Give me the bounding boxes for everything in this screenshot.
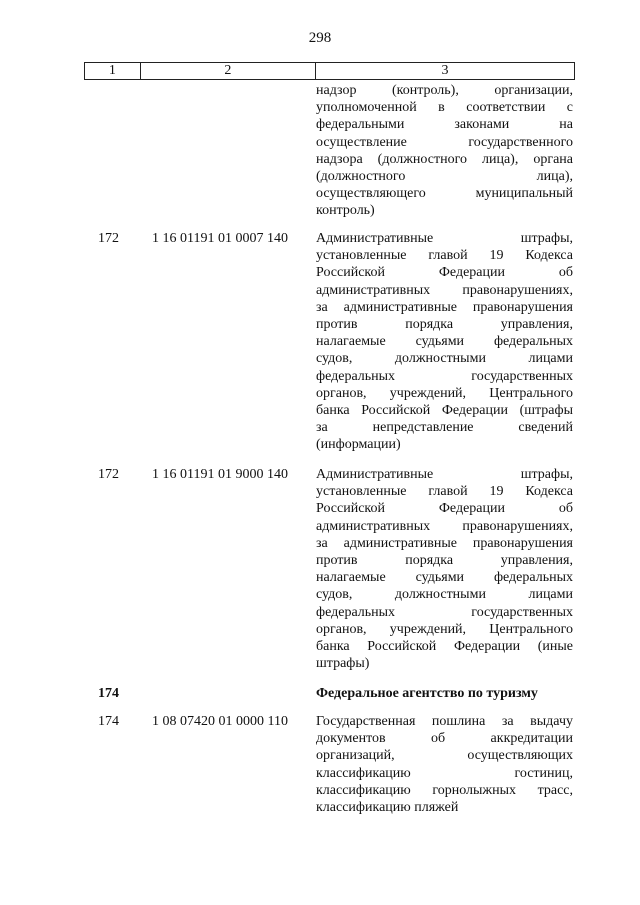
row-description [316, 466, 573, 672]
description-line: классификацию пляжей [316, 800, 459, 816]
description-line: установленные главой 19 Кодекса [316, 484, 573, 500]
description-line: классификацию гостиниц, [316, 765, 573, 781]
row-number: 174 [98, 714, 119, 729]
description-line: контроль) [316, 203, 375, 219]
header-col-1: 1 [85, 63, 141, 80]
description-line: осуществление государственного [316, 134, 573, 150]
description-line: организаций, осуществляющих [316, 748, 573, 764]
description-line: банка Российской Федерации (иные [316, 639, 573, 655]
description-line: уполномоченной в соответствии с [316, 100, 573, 116]
description-line: против порядка управления, [316, 317, 573, 333]
description-line: органов, учреждений, Центрального [316, 385, 573, 401]
row-number: 172 [98, 231, 119, 246]
description-line: за административные правонарушения [316, 299, 573, 315]
description-line: судов, должностными лицами [316, 587, 573, 603]
header-col-2: 2 [140, 63, 315, 80]
description-line: надзор (контроль), организации, [316, 83, 573, 98]
row-number: 172 [98, 467, 119, 482]
description-line: за непредставление сведений [316, 420, 573, 436]
description-line: (должностного лица), [316, 169, 573, 185]
row-description [316, 713, 573, 816]
row-description [316, 82, 573, 220]
description-line: административных правонарушениях, [316, 518, 573, 534]
table-header [84, 62, 575, 80]
page-number: 298 [308, 30, 332, 46]
header-col-3: 3 [316, 63, 575, 80]
description-line: административных правонарушениях, [316, 282, 573, 298]
description-line: за административные правонарушения [316, 535, 573, 551]
description-line: судов, должностными лицами [316, 351, 573, 367]
description-line: Государственная пошлина за выдачу [316, 714, 573, 729]
description-line: документов об аккредитации [316, 731, 573, 747]
description-line: Административные штрафы, [316, 467, 573, 482]
description-line: федеральными законами на [316, 117, 573, 133]
description-line: Федеральное агентство по туризму [316, 686, 538, 701]
description-line: установленные главой 19 Кодекса [316, 248, 573, 264]
description-line: органов, учреждений, Центрального [316, 621, 573, 637]
description-line: штрафы) [316, 656, 370, 672]
description-line: Российской Федерации об [316, 265, 573, 281]
row-number: 174 [98, 686, 119, 701]
description-line: классификацию горнолыжных трасс, [316, 782, 573, 798]
description-line: против порядка управления, [316, 553, 573, 569]
row-code: 1 08 07420 01 0000 110 [152, 714, 288, 729]
row-code: 1 16 01191 01 9000 140 [152, 467, 288, 482]
description-line: (информации) [316, 437, 401, 453]
row-description [316, 685, 573, 702]
row-description [316, 230, 573, 454]
description-line: надзора (должностного лица), органа [316, 151, 573, 167]
row-code: 1 16 01191 01 0007 140 [152, 231, 288, 246]
description-line: банка Российской Федерации (штрафы [316, 403, 573, 419]
description-line: налагаемые судьями федеральных [316, 334, 573, 350]
description-line: Административные штрафы, [316, 231, 573, 246]
description-line: федеральных государственных [316, 368, 573, 384]
description-line: осуществляющего муниципальный [316, 186, 573, 202]
description-line: Российской Федерации об [316, 501, 573, 517]
description-line: налагаемые судьями федеральных [316, 570, 573, 586]
description-line: федеральных государственных [316, 604, 573, 620]
